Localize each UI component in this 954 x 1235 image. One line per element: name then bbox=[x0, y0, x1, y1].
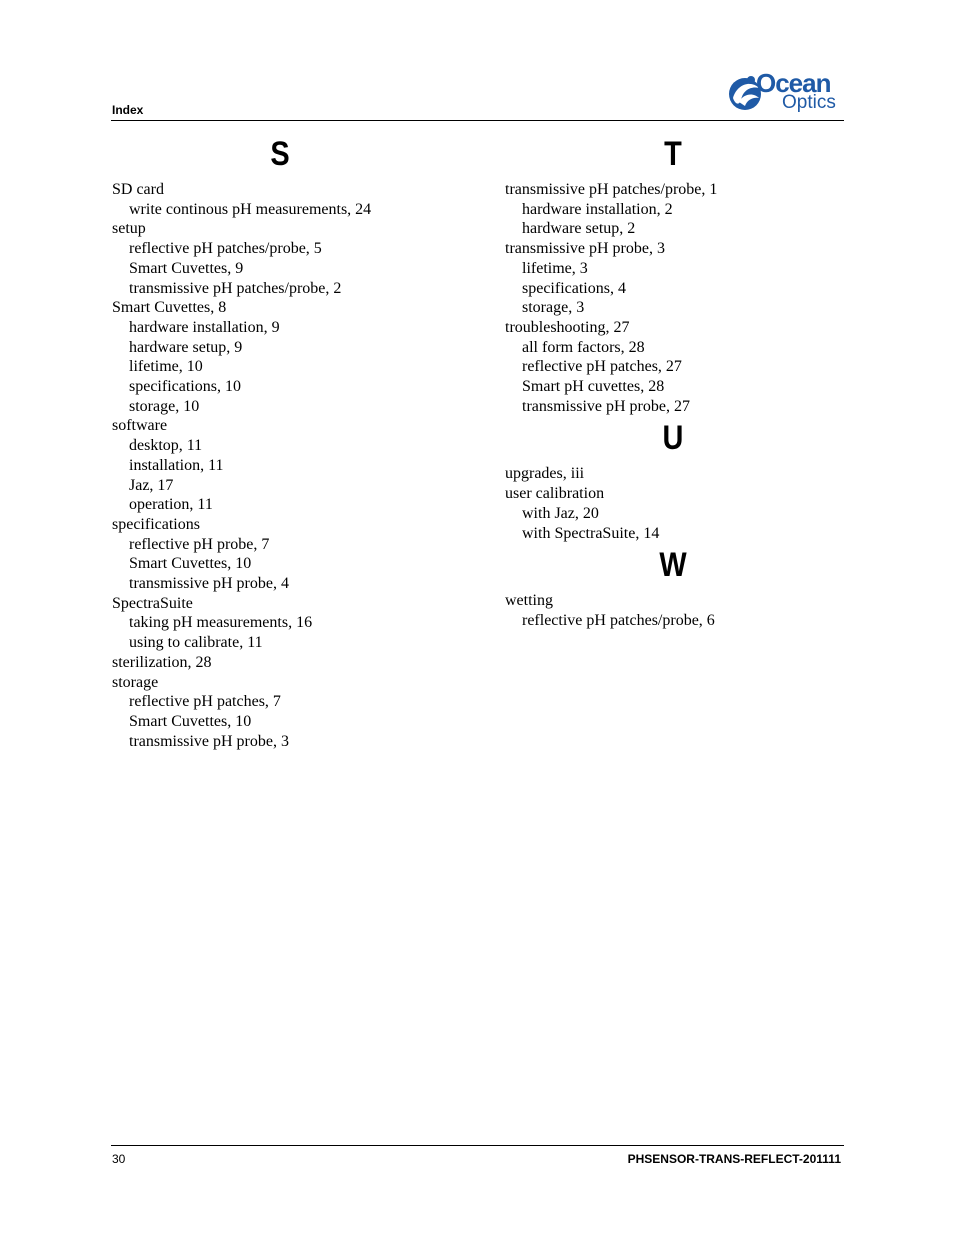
index-subentry: Jaz, 17 bbox=[129, 476, 174, 494]
header-rule bbox=[111, 120, 844, 121]
index-entry: specifications bbox=[112, 515, 200, 533]
index-subentry: lifetime, 10 bbox=[129, 358, 203, 376]
index-subentry: reflective pH probe, 7 bbox=[129, 535, 270, 553]
index-entry: setup bbox=[112, 220, 146, 238]
logo-wordmark-ocean: Ocean bbox=[756, 68, 831, 98]
index-subentry: with SpectraSuite, 14 bbox=[522, 524, 660, 542]
index-letter-heading: T bbox=[664, 135, 682, 173]
index-column-right bbox=[505, 132, 845, 631]
ocean-optics-logo bbox=[727, 70, 845, 116]
index-entry: upgrades, iii bbox=[505, 465, 585, 483]
running-header: Index bbox=[112, 103, 144, 117]
index-subentry: Smart Cuvettes, 10 bbox=[129, 712, 252, 730]
index-entry: software bbox=[112, 417, 168, 435]
index-subentry: transmissive pH probe, 27 bbox=[522, 397, 690, 415]
index-subentry: Smart pH cuvettes, 28 bbox=[522, 378, 665, 396]
index-entry: SpectraSuite bbox=[112, 594, 193, 612]
index-subentry: storage, 3 bbox=[522, 299, 585, 317]
index-subentry: reflective pH patches, 27 bbox=[522, 358, 682, 376]
index-entry: Smart Cuvettes, 8 bbox=[112, 299, 227, 317]
document-id: PHSENSOR-TRANS-REFLECT-201111 bbox=[627, 1152, 841, 1166]
index-entry: sterilization, 28 bbox=[112, 653, 212, 671]
index-subentry: operation, 11 bbox=[129, 496, 213, 514]
index-entry: troubleshooting, 27 bbox=[505, 318, 630, 336]
index-subentry: lifetime, 3 bbox=[522, 259, 588, 277]
index-subentry: transmissive pH probe, 3 bbox=[129, 732, 289, 750]
logo-wordmark-optics: Optics bbox=[782, 92, 836, 113]
index-entry: transmissive pH patches/probe, 1 bbox=[505, 181, 718, 198]
index-entry: SD card bbox=[112, 181, 164, 198]
page-number: 30 bbox=[112, 1152, 126, 1166]
index-subentry: hardware setup, 9 bbox=[129, 338, 243, 356]
index-subentry: transmissive pH probe, 4 bbox=[129, 575, 289, 593]
index-column-left bbox=[112, 132, 452, 751]
index-entry: storage bbox=[112, 673, 159, 691]
index-subentry: hardware installation, 9 bbox=[129, 318, 280, 336]
index-letter-heading: S bbox=[270, 135, 290, 173]
index-subentry: all form factors, 28 bbox=[522, 338, 645, 356]
index-subentry: specifications, 4 bbox=[522, 279, 626, 297]
index-letter-heading: W bbox=[659, 546, 687, 585]
index-subentry: desktop, 11 bbox=[129, 437, 203, 455]
index-subentry: write continous pH measurements, 24 bbox=[129, 200, 372, 218]
index-subentry: Smart Cuvettes, 9 bbox=[129, 259, 244, 277]
index-subentry: using to calibrate, 11 bbox=[129, 634, 263, 652]
index-entry: transmissive pH probe, 3 bbox=[505, 240, 665, 258]
index-letter-heading: U bbox=[662, 419, 684, 458]
index-subentry: reflective pH patches/probe, 5 bbox=[129, 240, 322, 258]
index-subentry: hardware setup, 2 bbox=[522, 220, 636, 238]
index-entry: wetting bbox=[505, 592, 553, 610]
index-subentry: installation, 11 bbox=[129, 456, 224, 474]
index-subentry: reflective pH patches, 7 bbox=[129, 693, 281, 711]
index-subentry: taking pH measurements, 16 bbox=[129, 614, 313, 632]
index-subentry: with Jaz, 20 bbox=[522, 504, 599, 522]
index-entry: user calibration bbox=[505, 485, 605, 503]
index-subentry: hardware installation, 2 bbox=[522, 200, 673, 218]
index-subentry: storage, 10 bbox=[129, 397, 200, 415]
index-subentry: transmissive pH patches/probe, 2 bbox=[129, 279, 342, 297]
index-subentry: specifications, 10 bbox=[129, 378, 241, 396]
footer-rule bbox=[111, 1145, 844, 1146]
index-subentry: reflective pH patches/probe, 6 bbox=[522, 611, 715, 629]
index-subentry: Smart Cuvettes, 10 bbox=[129, 555, 252, 573]
